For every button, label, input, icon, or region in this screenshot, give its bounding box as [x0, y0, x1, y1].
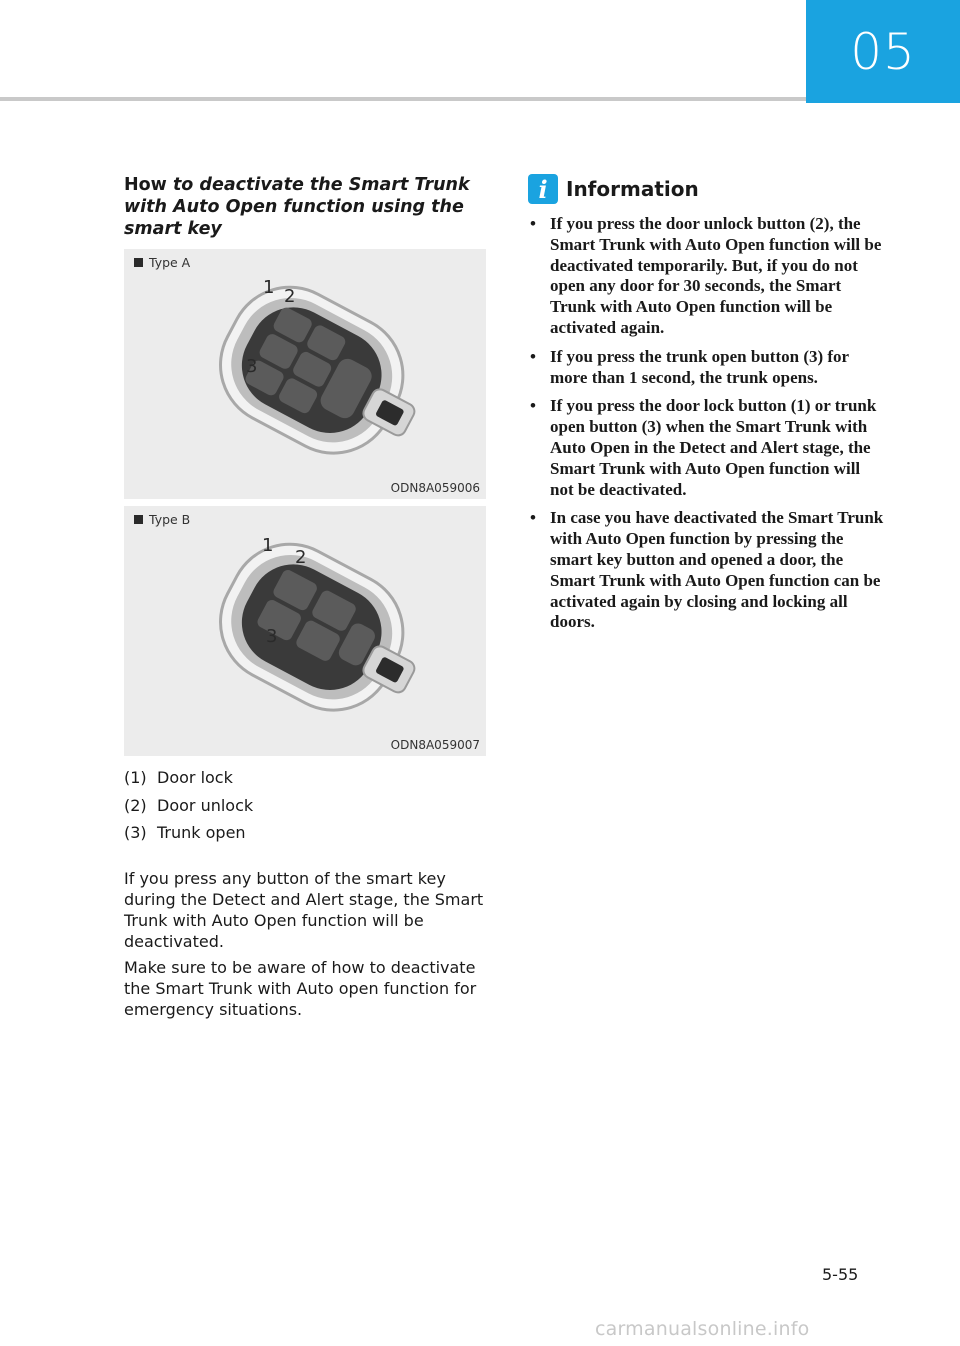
callout-1: 1: [262, 535, 274, 556]
figure-label-a: Type A: [134, 255, 190, 270]
smart-key-type-b-illustration: [124, 506, 486, 756]
section-title: [124, 174, 484, 240]
header-rule: [0, 97, 806, 101]
figure-type-b: [124, 506, 486, 756]
information-item: • If you press the trunk open button (3) for more than 1 second, the trunk opens.: [530, 346, 849, 387]
figure-code-a: ODN8A059006: [390, 481, 480, 495]
figure-label-b: Type B: [134, 512, 190, 527]
information-item: • If you press the door unlock button (2), the Smart Trunk with Auto Open function will be deactivated temporarily. But, if you do not open any door for 30 seconds, the Smart Trunk with Auto Open function will be activated again.: [530, 214, 882, 337]
square-bullet-icon: [134, 515, 143, 524]
chapter-tab: 05: [806, 0, 960, 103]
callout-3: 3: [266, 626, 278, 647]
legend-item: (1) Door lock: [124, 768, 233, 787]
callout-2: 2: [295, 547, 307, 568]
button-legend: [124, 764, 486, 847]
legend-item: (2) Door unlock: [124, 795, 254, 815]
info-icon: i: [528, 174, 558, 204]
body-paragraph: Make sure to be aware of how to deactivate the Smart Trunk with Auto open function for emergency situations.: [124, 958, 477, 1019]
section-title-lead: How: [124, 175, 173, 195]
watermark: carmanualsonline.info: [595, 1318, 810, 1340]
information-title: Information: [566, 177, 699, 201]
information-header: [528, 171, 699, 207]
smart-key-type-a-illustration: [124, 249, 486, 499]
square-bullet-icon: [134, 258, 143, 267]
callout-1: 1: [263, 277, 275, 298]
figure-code-b: ODN8A059007: [390, 738, 480, 752]
section-title-rest: to deactivate the Smart Trunk with Auto Open function using the smart key: [124, 175, 470, 239]
information-list: [528, 214, 888, 641]
legend-item: (3) Trunk open: [124, 823, 246, 842]
callout-2: 2: [284, 286, 296, 307]
page-number: 5-55: [822, 1265, 859, 1284]
information-item: • In case you have deactivated the Smart Trunk with Auto Open function by pressing the smart key button and opened a door, the Smart Trunk with Auto Open function can be activated again by closing and locking all doors.: [530, 508, 884, 632]
information-item: • If you press the door lock button (1) or trunk open button (3) when the Smart Trunk with Auto Open in the Detect and Alert stage, the Smart Trunk with Auto Open function will not be deactivated.: [530, 396, 877, 499]
body-paragraph: If you press any button of the smart key during the Detect and Alert stage, the Smart Trunk with Auto Open function will be deactivated.: [124, 869, 484, 951]
figure-type-a: [124, 249, 486, 499]
callout-3: 3: [246, 356, 258, 377]
